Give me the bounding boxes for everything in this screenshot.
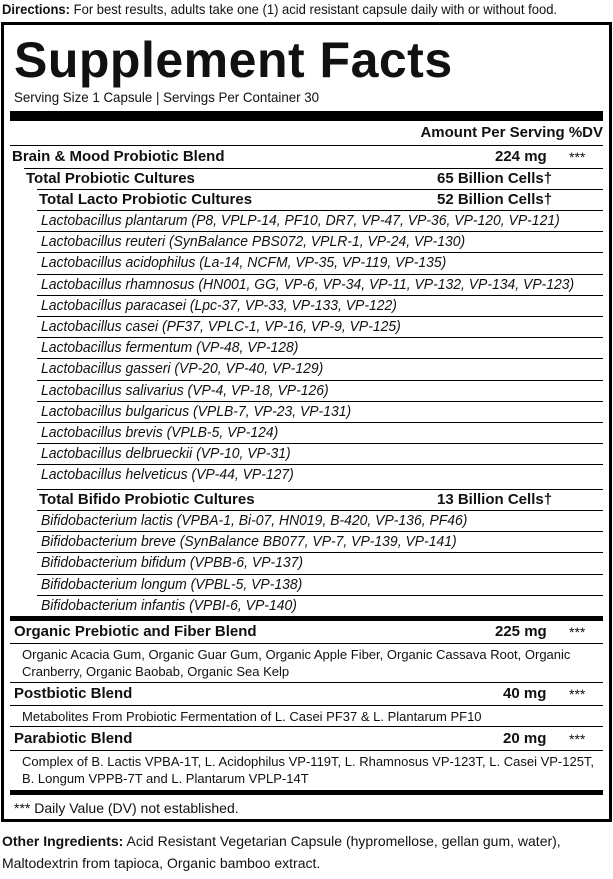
parabiotic-desc: Complex of B. Lactis VPBA-1T, L. Acidophilus VP-119T, L. Rhamnosus VP-123T, L. Casei VP-125T, B. Longum VPPB-7T and L. Plantarum VPLP-14T — [22, 754, 595, 786]
divider — [37, 574, 603, 575]
thick-divider — [10, 111, 603, 121]
divider — [37, 252, 603, 253]
total-lacto-name: Total Lacto Probiotic Cultures — [39, 191, 253, 208]
footnote: *** Daily Value (DV) not established. — [14, 800, 239, 816]
divider — [37, 595, 603, 596]
postbiotic-dv: *** — [569, 686, 586, 702]
strain-item: Bifidobacterium bifidum (VPBB-6, VP-137) — [41, 554, 304, 572]
strain-item: Lactobacillus casei (PF37, VPLC-1, VP-16, VP-9, VP-125) — [41, 318, 401, 335]
other-ingredients-text: Acid Resistant Vegetarian Capsule (hypromellose, gellan gum, water), Maltodextrin from tapioca, Organic bamboo extract. — [2, 833, 561, 871]
parabiotic-amount: 20 mg — [503, 730, 547, 747]
divider — [10, 726, 603, 727]
divider — [37, 401, 603, 402]
strain-item: Lactobacillus plantarum (P8, VPLP-14, PF10, DR7, VP-47, VP-36, VP-120, VP-121) — [41, 212, 560, 229]
divider — [37, 380, 603, 381]
thick-divider — [10, 790, 603, 795]
strain-item: Lactobacillus bulgaricus (VPLB-7, VP-23, VP-131) — [41, 402, 352, 420]
supplement-facts-panel — [1, 22, 612, 822]
prebiotic-amount: 225 mg — [495, 623, 547, 640]
strain-item: Lactobacillus delbrueckii (VP-10, VP-31) — [41, 445, 291, 463]
strain-item: Lactobacillus helveticus (VP-44, VP-127) — [41, 466, 294, 484]
panel-title: Supplement Facts — [14, 32, 453, 88]
prebiotic-name: Organic Prebiotic and Fiber Blend — [14, 623, 257, 640]
directions-label: Directions: — [2, 1, 71, 17]
divider — [37, 422, 603, 423]
strain-item: Lactobacillus brevis (VPLB-5, VP-124) — [41, 424, 279, 441]
divider — [37, 443, 603, 444]
divider — [10, 750, 603, 751]
parabiotic-dv: *** — [569, 731, 586, 747]
strain-item: Lactobacillus paracasei (Lpc-37, VP-33, VP-133, VP-122) — [41, 296, 397, 314]
divider — [37, 464, 603, 465]
strain-item: Lactobacillus acidophilus (La-14, NCFM, VP-35, VP-119, VP-135) — [41, 254, 447, 272]
total-bifido-name: Total Bifido Probiotic Cultures — [39, 491, 255, 508]
strain-item: Bifidobacterium infantis (VPBI-6, VP-140) — [41, 596, 297, 614]
postbiotic-name: Postbiotic Blend — [14, 685, 133, 702]
divider — [37, 552, 603, 553]
strain-item: Lactobacillus fermentum (VP-48, VP-128) — [41, 339, 299, 357]
divider — [37, 316, 603, 317]
other-ingredients — [2, 830, 611, 874]
postbiotic-amount: 40 mg — [503, 685, 547, 702]
total-lacto-amount: 52 Billion Cells† — [437, 191, 553, 208]
divider — [37, 337, 603, 338]
divider — [10, 643, 603, 644]
divider — [10, 682, 603, 683]
total-probiotic-name: Total Probiotic Cultures — [26, 170, 195, 187]
prebiotic-desc: Organic Acacia Gum, Organic Guar Gum, Organic Apple Fiber, Organic Cassava Root, Organic Cranberry, Organic Baobab, Organic Sea Kelp — [22, 647, 571, 679]
strain-item: Lactobacillus salivarius (VP-4, VP-18, VP-126) — [41, 381, 329, 399]
brain-blend-name: Brain & Mood Probiotic Blend — [12, 148, 225, 165]
divider — [37, 231, 603, 232]
divider — [24, 168, 603, 169]
brain-blend-amount: 224 mg — [495, 148, 547, 165]
strain-item: Lactobacillus gasseri (VP-20, VP-40, VP-129) — [41, 360, 324, 378]
prebiotic-dv: *** — [569, 624, 586, 640]
divider — [37, 189, 603, 190]
brain-blend-dv: *** — [569, 149, 586, 165]
strain-item: Bifidobacterium breve (SynBalance BB077, VP-7, VP-139, VP-141) — [41, 533, 457, 551]
total-probiotic-amount: 65 Billion Cells† — [437, 170, 553, 187]
directions-text: For best results, adults take one (1) acid resistant capsule daily with or without food. — [70, 1, 558, 17]
divider — [37, 295, 603, 296]
thick-divider — [10, 616, 603, 621]
strain-item: Lactobacillus reuteri (SynBalance PBS072, VPLR-1, VP-24, VP-130) — [41, 233, 466, 251]
other-ingredients-label: Other Ingredients: — [2, 833, 124, 849]
directions — [2, 0, 611, 18]
strain-item: Bifidobacterium longum (VPBL-5, VP-138) — [41, 575, 303, 593]
divider — [37, 274, 603, 275]
parabiotic-name: Parabiotic Blend — [14, 730, 133, 747]
divider — [10, 705, 603, 706]
divider — [37, 489, 603, 490]
divider — [37, 531, 603, 532]
total-bifido-amount: 13 Billion Cells† — [437, 491, 553, 508]
divider — [37, 510, 603, 511]
column-header: Amount Per Serving %DV — [420, 124, 603, 141]
divider — [37, 210, 603, 211]
postbiotic-desc: Metabolites From Probiotic Fermentation of L. Casei PF37 & L. Plantarum PF10 — [22, 709, 482, 724]
serving-info: Serving Size 1 Capsule | Servings Per Container 30 — [14, 89, 320, 105]
divider — [10, 145, 603, 146]
strain-item: Lactobacillus rhamnosus (HN001, GG, VP-6, VP-34, VP-11, VP-132, VP-134, VP-123) — [41, 275, 575, 293]
divider — [37, 358, 603, 359]
strain-item: Bifidobacterium lactis (VPBA-1, Bi-07, HN019, B-420, VP-136, PF46) — [41, 512, 468, 529]
